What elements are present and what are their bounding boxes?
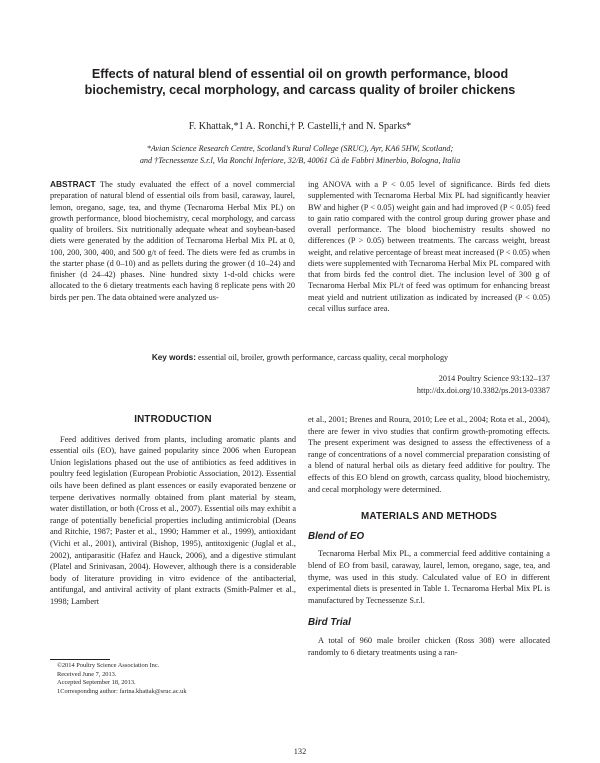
- footnote-divider: [50, 659, 110, 660]
- bird-trial-paragraph: A total of 960 male broiler chicken (Ross 308) were allocated randomly to 6 dietary treatments using a ran-: [308, 635, 550, 657]
- footnote-received: Received June 7, 2013.: [57, 670, 117, 678]
- bird-trial-heading: Bird Trial: [308, 617, 351, 629]
- keywords-text: essential oil, broiler, growth performance, carcass quality, cecal morphology: [198, 353, 449, 362]
- footnote-accepted: Accepted September 18, 2013.: [57, 679, 136, 686]
- blend-heading: Blend of EO: [308, 530, 365, 542]
- citation: [417, 373, 550, 397]
- abstract-right-column: ing ANOVA with a P < 0.05 level of significance. Birds fed diets supplemented with Tecnaroma Herbal Mix PL had significantly heavier BW and higher (P < 0.05) weight gain and had improved (P < 0.05) feed to gain ratio compared with the control group during grower phase and overall performance. The blood biochemistry results showed no differences (P > 0.05) between treatments. The carcass weight, breast weight, and relative percentage of breast meat increased (P < 0.05) when diets were supplemented with Tecnaroma Herbal Mix PL compared with that from birds fed the control diet. The inclusion level of 300 g of Tecnaroma Herbal Mix PL/t of feed was optimum for enhancing breast meat yield and nutrient utilization as indicated by increased (P < 0.05) cecal villus surface area.: [308, 180, 550, 313]
- introduction-paragraph: Feed additives derived from plants, including aromatic plants and essential oils (EO), have gained popularity since 2006 when European Union legislations phased out the use of antibiotics as feed additives in poultry feed legislation (European Probiotic Association, 2012). Essential oils have been defined as plant essences or easily evaporated benzene or terpene derivatives normally obtained from plant material by steam, water distillation, or both (Cross et al., 2007). Essential oils may exhibit a range of potentially beneficial properties including antimicrobial (Deans and Ritchie, 1987; Paster et al., 1990; Hammer et al., 1999), antioxidant (Vichi et al., 2001), antiviral (Bishop, 1995), antitoxigenic (Juglal et al., 2002), antiparasitic (Hafez and Hauck, 2006), and a digestive stimulant (Platel and Srinivasan, 2004). However, although there is a considerable body of literature providing in vitro evidence of the antibacterial, antifungal, and antiviral activity of plant extracts (Smith-Palmer et al., 1998; Lambert: [50, 434, 296, 606]
- journal-citation: 2014 Poultry Science 93:132–137: [438, 374, 550, 383]
- introduction-heading: INTRODUCTION: [134, 414, 212, 425]
- footnote-corresponding: 1Corresponding author: farina.khattak@sruc.ac.uk: [57, 687, 187, 695]
- affiliation-line-2: and †Tecnessenze S.r.l, Via Ronchi Inferiore, 32/B, 40061 Cà de Fabbri Minerbio, Bologna, Italia: [139, 156, 461, 165]
- title-line-1: Effects of natural blend of essential oil on growth performance, blood: [91, 67, 509, 81]
- affiliation-line-1: *Avian Science Research Centre, Scotland’s Rural College (SRUC), Ayr, KA6 5HW, Scotland;: [146, 144, 454, 153]
- methods-heading: MATERIALS AND METHODS: [361, 511, 497, 523]
- body-left-column: [50, 414, 296, 608]
- abstract-left-column: [50, 179, 295, 303]
- author-list: F. Khattak,*1 A. Ronchi,† P. Castelli,† and N. Sparks*: [188, 121, 412, 132]
- keywords-label: Key words:: [151, 353, 196, 362]
- introduction-continued: et al., 2001; Brenes and Roura, 2010; Lee et al., 2004; Rota et al., 2004), there are fewer in vivo studies that confirm growth-promoting effects. The present experiment was designed to assess the effectiveness of a range of concentrations of a novel commercial preparation consisting of a blend of natural herbal oils as dietary feed additive for poultry. The effects of this EO blend on growth, carcass quality, blood biochemistry, and cecal morphology were determined.: [308, 415, 550, 494]
- doi-link[interactable]: http://dx.doi.org/10.3382/ps.2013-03387: [416, 386, 550, 395]
- affiliations: [60, 143, 540, 167]
- keywords: [60, 353, 540, 362]
- blend-paragraph: Tecnaroma Herbal Mix PL, a commercial feed additive containing a blend of EO from basil, caraway, laurel, lemon, oregano, sage, tea, and thyme, was used in this study. Calculated value of EO in different experimental diets is presented in Table 1. Tecnaroma Herbal Mix PL is manufactured by Tecnessenze S.r.l.: [308, 549, 550, 605]
- footnote-copyright: ©2014 Poultry Science Association Inc.: [57, 662, 160, 669]
- footnotes: [50, 662, 296, 696]
- article-title: [60, 66, 540, 98]
- page-number: 132: [293, 747, 307, 756]
- body-right-column: [308, 414, 550, 658]
- abstract-text-left: The study evaluated the effect of a novel commercial preparation of natural blend of essential oils from basil, caraway, laurel, lemon, oregano, sage, tea, and thyme (Tecnaroma Herbal Mix PL) on growth performance, blood biochemistry, cecal morphology, and carcass quality of broilers. Six nutritionally adequate wheat and soybean-based diets were generated by the addition of Tecnaroma Herbal Mix PL at 0, 100, 200, 300, 400, and 500 g/t of feed. The diets were fed as crumbs in the starter phase (d 0–10) and as pellets during the grower (d 10–24) and finisher (d 24–42) phases. Nine hundred sixty 1-d-old chicks were allocated to the 6 dietary treatments each having 8 replicate pens with 20 birds per pen. The data obtained were analyzed us-: [50, 180, 295, 302]
- abstract-heading: ABSTRACT: [50, 179, 96, 189]
- title-line-2: biochemistry, cecal morphology, and carcass quality of broiler chickens: [84, 83, 516, 97]
